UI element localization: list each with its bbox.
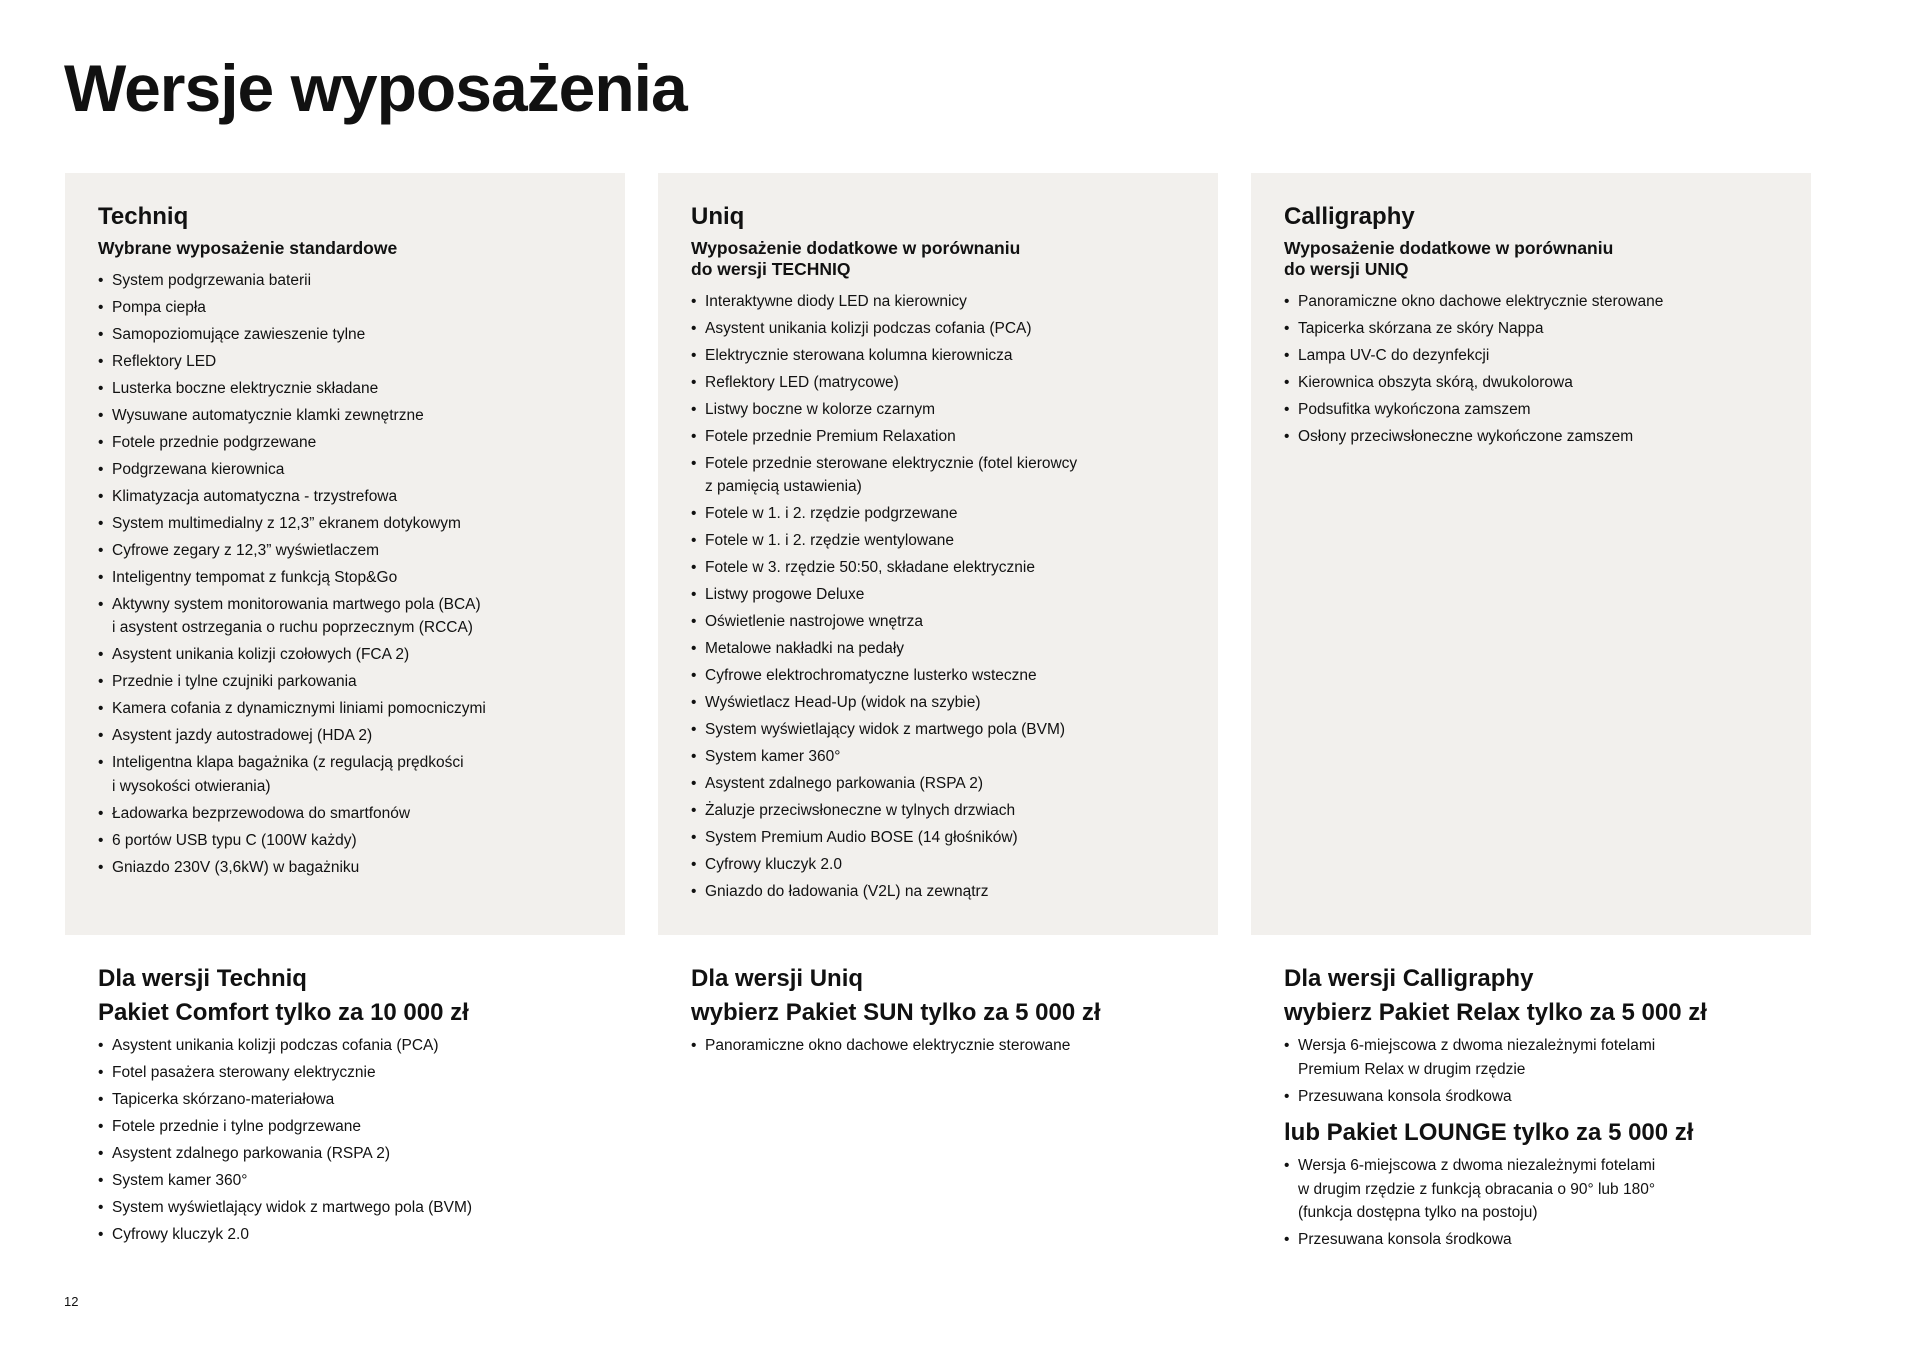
- package-heading-line2: wybierz Pakiet Relax tylko za 5 000 zł: [1284, 999, 1707, 1026]
- list-item: • System wyświetlający widok z martwego pola (BVM): [98, 1196, 598, 1220]
- list-item: • Wysuwane automatycznie klamki zewnętrzne: [98, 404, 592, 428]
- list-item: • Inteligentna klapa bagażnika (z regulacją prędkości i wysokości otwierania): [98, 751, 592, 798]
- card-subtitle: Wybrane wyposażenie standardowe: [98, 237, 398, 258]
- list-item: • Reflektory LED (matrycowe): [691, 371, 1185, 395]
- list-item: • Podsufitka wykończona zamszem: [1284, 398, 1778, 422]
- package-alt-list: [1284, 1154, 1784, 1252]
- list-item: • Aktywny system monitorowania martwego pola (BCA) i asystent ostrzegania o ruchu poprzecznym (RCCA): [98, 593, 592, 640]
- list-item: • Oświetlenie nastrojowe wnętrza: [691, 610, 1185, 634]
- list-item: • Panoramiczne okno dachowe elektrycznie sterowane: [691, 1034, 1191, 1058]
- package-list: [1284, 1034, 1784, 1108]
- list-item: • Asystent unikania kolizji podczas cofania (PCA): [691, 317, 1185, 341]
- card-calligraphy: [1251, 173, 1811, 935]
- package-techniq: [98, 962, 598, 1250]
- list-item: • Podgrzewana kierownica: [98, 458, 592, 482]
- list-item: • Interaktywne diody LED na kierownicy: [691, 290, 1185, 314]
- card-title: Calligraphy: [1284, 203, 1415, 230]
- list-item: • Fotele w 1. i 2. rzędzie wentylowane: [691, 529, 1185, 553]
- list-item: • Pompa ciepła: [98, 296, 592, 320]
- list-item: • Żaluzje przeciwsłoneczne w tylnych drzwiach: [691, 799, 1185, 823]
- list-item: • Listwy boczne w kolorze czarnym: [691, 398, 1185, 422]
- list-item: • Cyfrowy kluczyk 2.0: [691, 853, 1185, 877]
- list-item: • Cyfrowe elektrochromatyczne lusterko wsteczne: [691, 664, 1185, 688]
- card-uniq: [658, 173, 1218, 935]
- feature-list: [691, 290, 1185, 904]
- list-item: • Kamera cofania z dynamicznymi liniami pomocniczymi: [98, 697, 592, 721]
- package-list: [98, 1034, 598, 1247]
- package-heading: [1284, 962, 1784, 1030]
- list-item: • Fotele w 3. rzędzie 50:50, składane elektrycznie: [691, 556, 1185, 580]
- list-item: • Inteligentny tempomat z funkcją Stop&Go: [98, 566, 592, 590]
- card-title: Uniq: [691, 203, 745, 230]
- list-item: • Kierownica obszyta skórą, dwukolorowa: [1284, 371, 1778, 395]
- list-item: • Przesuwana konsola środkowa: [1284, 1085, 1784, 1109]
- page-number: 12: [64, 1294, 79, 1309]
- package-heading: [691, 962, 1191, 1030]
- list-item: • Wyświetlacz Head-Up (widok na szybie): [691, 691, 1185, 715]
- list-item: • System kamer 360°: [98, 1169, 598, 1193]
- list-item: • Fotele przednie podgrzewane: [98, 431, 592, 455]
- package-heading-line1: Dla wersji Calligraphy: [1284, 965, 1534, 992]
- package-heading-line1: Dla wersji Techniq: [98, 965, 307, 992]
- list-item: • System Premium Audio BOSE (14 głośników): [691, 826, 1185, 850]
- package-heading-line2: wybierz Pakiet SUN tylko za 5 000 zł: [691, 999, 1101, 1026]
- list-item: • System multimedialny z 12,3” ekranem dotykowym: [98, 512, 592, 536]
- list-item: • Wersja 6-miejscowa z dwoma niezależnymi fotelami w drugim rzędzie z funkcją obracania o 90° lub 180° (funkcja dostępna tylko na postoju): [1284, 1154, 1784, 1225]
- list-item: • Fotel pasażera sterowany elektrycznie: [98, 1061, 598, 1085]
- package-heading: [98, 962, 598, 1030]
- list-item: • 6 portów USB typu C (100W każdy): [98, 829, 592, 853]
- list-item: • Asystent zdalnego parkowania (RSPA 2): [691, 772, 1185, 796]
- package-uniq: [691, 962, 1191, 1061]
- list-item: • System kamer 360°: [691, 745, 1185, 769]
- package-list: [691, 1034, 1191, 1058]
- list-item: • Reflektory LED: [98, 350, 592, 374]
- package-heading-line1: Dla wersji Uniq: [691, 965, 864, 992]
- list-item: • Wersja 6-miejscowa z dwoma niezależnymi fotelami Premium Relax w drugim rzędzie: [1284, 1034, 1784, 1081]
- feature-list: [1284, 290, 1778, 449]
- list-item: • Fotele w 1. i 2. rzędzie podgrzewane: [691, 502, 1185, 526]
- card-subtitle: Wyposażenie dodatkowe w porównaniu do wersji UNIQ: [1284, 237, 1614, 279]
- list-item: • Asystent zdalnego parkowania (RSPA 2): [98, 1142, 598, 1166]
- package-alt-heading: lub Pakiet LOUNGE tylko za 5 000 zł: [1284, 1119, 1694, 1146]
- list-item: • Cyfrowy kluczyk 2.0: [98, 1223, 598, 1247]
- feature-list: [98, 269, 592, 880]
- list-item: • Osłony przeciwsłoneczne wykończone zamszem: [1284, 425, 1778, 449]
- list-item: • Elektrycznie sterowana kolumna kierownicza: [691, 344, 1185, 368]
- card-title: Techniq: [98, 203, 189, 230]
- card-techniq: [65, 173, 625, 935]
- list-item: • Tapicerka skórzana ze skóry Nappa: [1284, 317, 1778, 341]
- list-item: • Fotele przednie i tylne podgrzewane: [98, 1115, 598, 1139]
- list-item: • Klimatyzacja automatyczna - trzystrefowa: [98, 485, 592, 509]
- list-item: • Gniazdo 230V (3,6kW) w bagażniku: [98, 856, 592, 880]
- page-title: Wersje wyposażenia: [64, 51, 687, 125]
- list-item: • Metalowe nakładki na pedały: [691, 637, 1185, 661]
- list-item: • Przesuwana konsola środkowa: [1284, 1228, 1784, 1252]
- list-item: • Fotele przednie Premium Relaxation: [691, 425, 1185, 449]
- package-calligraphy: [1284, 962, 1784, 1255]
- list-item: • Asystent jazdy autostradowej (HDA 2): [98, 724, 592, 748]
- list-item: • Fotele przednie sterowane elektrycznie (fotel kierowcy z pamięcią ustawienia): [691, 452, 1185, 499]
- list-item: • System podgrzewania baterii: [98, 269, 592, 293]
- list-item: • Panoramiczne okno dachowe elektrycznie sterowane: [1284, 290, 1778, 314]
- list-item: • Listwy progowe Deluxe: [691, 583, 1185, 607]
- list-item: • Tapicerka skórzano-materiałowa: [98, 1088, 598, 1112]
- list-item: • Asystent unikania kolizji czołowych (FCA 2): [98, 643, 592, 667]
- list-item: • Lusterka boczne elektrycznie składane: [98, 377, 592, 401]
- list-item: • Przednie i tylne czujniki parkowania: [98, 670, 592, 694]
- list-item: • Lampa UV-C do dezynfekcji: [1284, 344, 1778, 368]
- list-item: • System wyświetlający widok z martwego pola (BVM): [691, 718, 1185, 742]
- list-item: • Gniazdo do ładowania (V2L) na zewnątrz: [691, 880, 1185, 904]
- list-item: • Asystent unikania kolizji podczas cofania (PCA): [98, 1034, 598, 1058]
- list-item: • Samopoziomujące zawieszenie tylne: [98, 323, 592, 347]
- card-subtitle: Wyposażenie dodatkowe w porównaniu do wersji TECHNIQ: [691, 237, 1021, 279]
- package-heading-line2: Pakiet Comfort tylko za 10 000 zł: [98, 999, 469, 1026]
- list-item: • Ładowarka bezprzewodowa do smartfonów: [98, 802, 592, 826]
- list-item: • Cyfrowe zegary z 12,3” wyświetlaczem: [98, 539, 592, 563]
